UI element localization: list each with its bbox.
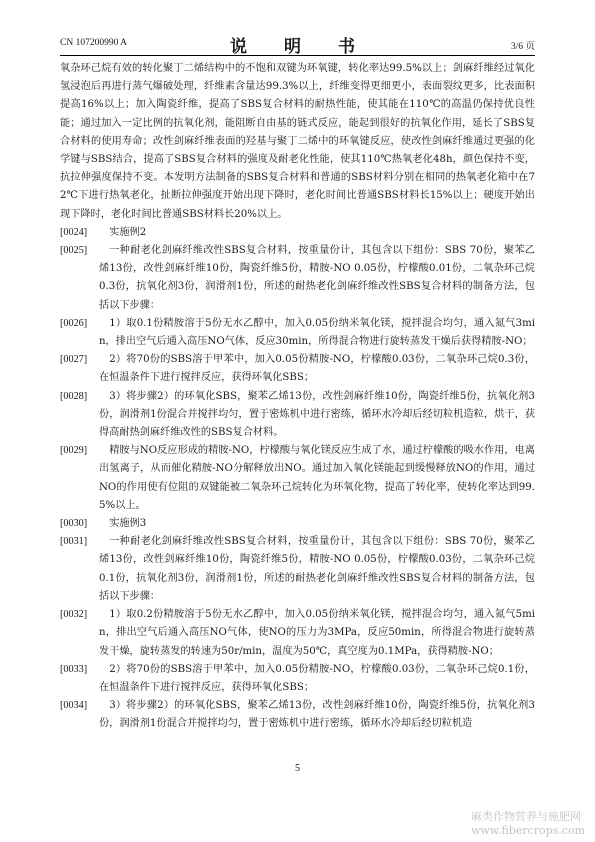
paragraph-0029 [60,442,535,515]
paragraph-tag: [0026] [60,317,88,329]
header-rule [60,55,535,56]
paragraph-tag: [0024] [60,226,88,238]
document-body [60,60,535,734]
paragraph-0034 [60,697,535,733]
watermark-url: www.fibercrops.com [470,824,585,837]
paragraph-text: 3）将步骤2）的环氧化SBS，聚苯乙烯13份，改性剑麻纤维10份，陶瓷纤维5份，抗氧化剂3份，润滑剂1份混合并搅拌均匀，置于密炼机中进行密练，循环水冷却后经切粒机造粒，烘干，获得高耐热剑麻纤维改性的SBS复合材料。 [99,390,535,439]
paragraph-0024 [60,224,535,242]
paragraph-text: 2）将70份的SBS溶于甲苯中，加入0.05份精胺-NO，柠檬酸0.03份，二氧杂环己烷0.3份，在恒温条件下进行搅拌反应，获得环氧化SBS； [99,354,535,384]
paragraph-text: 一种耐老化剑麻纤维改性SBS复合材料，按重量份计，其包含以下组份：SBS 70份，聚苯乙烯13份，改性剑麻纤维10份，陶瓷纤维5份，精胺-NO 0.05份，柠檬酸0.01份，二氧杂环己烷0.3份，抗氧化剂3份，润滑剂1份，所述的耐热老化剑麻纤维改性SBS复合材料的制备方法，包括以下步骤： [99,245,535,311]
paragraph-text: 一种耐老化剑麻纤维改性SBS复合材料，按重量份计，其包含以下组份：SBS 70份，聚苯乙烯13份，改性剑麻纤维10份，陶瓷纤维5份，精胺-NO 0.05份，柠檬酸0.03份，二氧杂环己烷0.1份，抗氧化剂3份，润滑剂1份，所述的耐热老化剑麻纤维改性SBS复合材料的制备方法，包括以下步骤： [99,536,535,602]
intro-paragraph: 氧杂环己烷有效的转化聚丁二烯结构中的不饱和双键为环氧键，转化率达99.5%以上；剑麻纤维经过氧化氢浸泡后再进行蒸气爆破处理，纤维素含量达99.3%以上，纤维变得更细更小，表面裂纹更多，比表面积提高16%以上；加入陶瓷纤维，提高了SBS复合材料的耐热性能，使其能在110℃的高温仍保持优良性能；通过加入一定比例的抗氧化剂，能阻断自由基的链式反应，能起到很好的抗氧化作用，延长了SBS复合材料的使用寿命；改性剑麻纤维表面的羟基与聚丁二烯中的环氧键反应，使改性剑麻纤维通过更强的化学键与SBS结合，提高了SBS复合材料的强度及耐老化性能，使其110℃热氧老化48h，颜色保持不变，抗拉伸强度保持不变。本发明方法制备的SBS复合材料和普通的SBS材料分别在相同的热氧老化箱中在72℃下进行热氧老化，扯断拉伸强度开始出现下降时，老化时间比普通SBS材料长15%以上；硬度开始出现下降时，老化时间比普通SBS材料长20%以上。 [60,63,535,220]
paragraph-tag: [0029] [60,445,88,457]
paragraph-tag: [0028] [60,390,88,402]
site-watermark [471,810,585,838]
paragraph-tag: [0027] [60,354,88,366]
paragraph-tag: [0031] [60,536,88,548]
paragraph-text: 精胺与NO反应形成的精胺-NO，柠檬酸与氧化镁反应生成了水，通过柠檬酸的吸水作用，电离出氢离子，从而催化精胺-NO分解释放出NO。通过加入氧化镁能起到缓慢释放NO的作用，通过NO的作用使有位阻的双键能被二氧杂环己烷转化为环氧化物，提高了转化率，使转化率达到99.5%以上。 [99,445,535,511]
paragraph-text: 1）取0.2份精胺溶于5份无水乙醇中，加入0.05份纳米氧化镁，搅拌混合均匀，通入氮气5min，排出空气后通入高压NO气体，使NO的压力为3MPa，反应50min，所得混合物进行旋转蒸发干燥，旋转蒸发的转速为50r/min，温度为50℃，真空度为0.1MPa，获得精胺-NO； [99,609,535,657]
page-header [60,32,535,57]
paragraph-text: 实施例2 [109,226,147,238]
page-number: 5 [295,763,300,774]
paragraph-0031 [60,533,535,606]
paragraph-tag: [0032] [60,609,88,621]
paragraph-0032 [60,606,535,661]
paragraph-tag: [0025] [60,245,88,257]
paragraph-tag: [0033] [60,663,88,675]
paragraph-0027 [60,351,535,387]
paragraph-0028 [60,388,535,443]
paragraph-0033 [60,661,535,697]
watermark-title: 麻类作物营养与施肥网 [470,810,581,823]
paragraph-text: 2）将70份的SBS溶于甲苯中，加入0.05份精胺-NO，柠檬酸0.03份，二氧杂环己烷0.1份，在恒温条件下进行搅拌反应，获得环氧化SBS； [99,663,535,693]
paragraph-tag: [0034] [60,700,88,712]
publication-number: CN 107200990 A [60,38,128,48]
paragraph-0030 [60,515,535,533]
paragraph-text: 1）取0.1份精胺溶于5份无水乙醇中，加入0.05份纳米氧化镁，搅拌混合均匀，通入氮气3min，排出空气后通入高压NO气体，反应30min，所得混合物进行旋转蒸发干燥后获得精胺-NO； [99,317,535,348]
page-indicator: 3/6 页 [510,42,535,52]
paragraph-text: 3）将步骤2）的环氧化SBS，聚苯乙烯13份，改性剑麻纤维10份，陶瓷纤维5份，抗氧化剂3份，润滑剂1份混合并搅拌均匀，置于密炼机中进行密练，循环水冷却后经切粒机造 [99,700,535,730]
paragraph-0026 [60,315,535,351]
paragraph-0025 [60,242,535,315]
paragraph-tag: [0030] [60,518,88,530]
document-title: 说 明 书 [230,37,365,57]
paragraph-text: 实施例3 [109,518,147,530]
